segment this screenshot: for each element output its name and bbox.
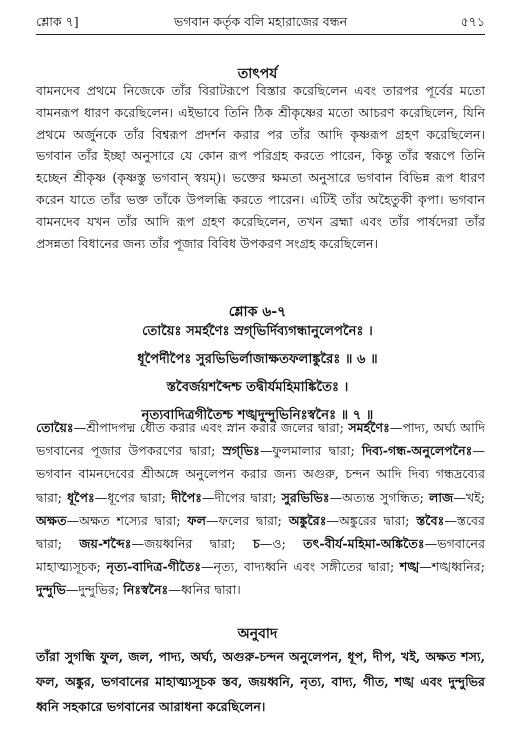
verse-line: তোয়ৈঃ সমর্হণৈঃ স্রগ্‌ভির্দিব্যগন্ধানুলেপনৈঃ । [142, 324, 373, 339]
synonym-word: স্রগ্‌ভিঃ [222, 443, 260, 459]
synonym-word: চ [252, 536, 260, 552]
synonym-word: তোয়ৈঃ [36, 420, 74, 435]
synonym-meaning: ভগবান বামনদেবের শ্রীঅঙ্গে অনুলেপন করার জন্য অগুরু, চন্দন আদি দিব্য গন্ধদ্রব্যের দ্বারা; [36, 466, 485, 505]
synonym-meaning: দুন্দুভির; [78, 582, 120, 598]
synonym-meaning: ভগবানের মাহাত্ম্যসূচক; [36, 536, 485, 575]
purport-paragraph: বামনদেব প্রথমে নিজেকে তাঁর বিরাটরূপে বিস্তার করেছিলেন এবং তারপর পূর্বের মতো বামনরূপ ধারণ করেছিলেন। এইভাবে তিনি ঠিক শ্রীকৃষ্ণের মতো আচরণ করেছিলেন, যিনি প্রথমে অর্জুনকে তাঁর বিশ্বরূপ প্রদর্শন করার পর তাঁর আদি কৃষ্ণরূপ গ্রহণ করেছিলেন। ভগবান তাঁর ইচ্ছা অনুসারে যে কোন রূপ পরিগ্রহ করতে পারেন, কিন্তু তাঁর স্বরূপে তিনি হচ্ছেন শ্রীকৃষ্ণ (কৃষ্ণস্তু ভগবান্ স্বয়ম্)। ভক্তের ক্ষমতা অনুসারে ভগবান বিভিন্ন রূপ ধারণ করেন যাতে তাঁর ভক্ত তাঁকে উপলব্ধি করতে পারেন। এটিই তাঁর অহৈতুকী কৃপা। ভগবান বামনদেব যখন তাঁর আদি রূপ গ্রহণ করেছিলেন, তখন ব্রহ্মা এবং তাঁর পার্ষদেরা তাঁর প্রসন্নতা বিধানের জন্য তাঁর পূজার বিবিধ উপকরণ সংগ্রহ করেছিলেন। [36, 83, 485, 251]
synonym-meaning: স্তবের দ্বারা; [36, 512, 485, 552]
synonym-meaning: নৃত্য, বাদ্যধ্বনি এবং সঙ্গীতের দ্বারা; [213, 559, 395, 575]
synonym-word: সমর্হণৈঃ [348, 420, 390, 435]
synonym-meaning: দীপের দ্বারা; [214, 489, 277, 505]
verse-line: নৃত্যবাদিত্রগীতৈশ্চ শঙ্খদুন্দুভিনিঃস্বনৈঃ ॥ ৭ ॥ [141, 408, 374, 423]
translation-paragraph: তাঁরা সুগন্ধি ফুল, জল, পাদ্য, অর্ঘ্য, অগুরু-চন্দন অনুলেপন, ধূপ, দীপ, খই, অক্ষত শস্য, ফল, অঙ্কুর, ভগবানের মাহাত্ম্যসূচক স্তব, জয়ধ্বনি, নৃত্য, বাদ্য, গীত, শঙ্খ এবং দুন্দুভির ধ্বনি সহকারে ভগবানের আরাধনা করেছিলেন। [36, 649, 485, 714]
synonym-meaning: খই; [465, 489, 485, 505]
verse-text [0, 318, 515, 430]
synonym-meaning: পাদ্য, অর্ঘ্য আদি ভগবানের পূজার উপকরণের দ্বারা; [36, 420, 485, 459]
synonym-meaning: ফুলমালার দ্বারা; [272, 443, 355, 459]
synonym-meaning: জয়ধ্বনির দ্বারা; [144, 536, 236, 552]
synonym-word: ফল [187, 512, 207, 528]
verse-line: স্তবৈর্জয়শব্দৈশ্চ তদ্বীর্যমহিমাঙ্কিতৈঃ । [166, 380, 349, 395]
synonym-meaning: অক্ষত শস্যের দ্বারা; [79, 512, 181, 528]
synonym-word: দীপৈঃ [171, 489, 202, 505]
verse-line: ধূপৈর্দীপৈঃ সুরভিভির্লাজাক্ষতফলাঙ্কুরৈঃ ॥ ৬ ॥ [137, 352, 378, 367]
synonym-word: নৃত্য-বাদিত্র-গীতৈঃ [106, 559, 202, 575]
synonym-meaning: ধূপের দ্বারা; [107, 489, 167, 505]
synonym-meaning: শ্রীপাদপদ্ম ধৌত করার এবং স্নান করার জলের দ্বারা; [86, 420, 344, 435]
synonym-meaning: অত্যন্ত সুগন্ধিত; [342, 489, 424, 505]
header-page-number: ৫৭১ [460, 14, 485, 29]
running-header [36, 14, 485, 34]
synonym-meaning: ধ্বনির দ্বারা। [180, 582, 241, 598]
synonym-meaning: ও; [272, 536, 286, 552]
verse-heading: শ্লোক ৬-৭ [228, 304, 287, 320]
synonym-word: দিব্য-গন্ধ-অনুলেপনৈঃ [361, 443, 473, 459]
header-divider [36, 34, 485, 35]
synonym-meaning: ফলের দ্বারা; [218, 512, 282, 528]
synonym-word: জয়-শব্দৈঃ [79, 536, 132, 552]
synonym-word: অক্ষত [36, 512, 67, 528]
synonym-word: অঙ্কুরৈঃ [288, 512, 327, 528]
header-verse-ref: শ্লোক ৭] [36, 14, 79, 29]
translation-heading: অনুবাদ [237, 626, 278, 642]
synonym-word: নিঃস্বনৈঃ [123, 582, 169, 598]
synonym-meaning: শঙ্খধ্বনির; [431, 559, 485, 575]
synonym-word: লাজ [429, 489, 454, 505]
purport-heading: তাৎপর্য [237, 66, 278, 82]
synonym-word: ধূপৈঃ [67, 489, 95, 505]
synonym-word: স্তবৈঃ [416, 512, 445, 528]
synonyms-paragraph: তোয়ৈঃ—শ্রীপাদপদ্ম ধৌত করার এবং স্নান করার জলের দ্বারা; সমর্হণৈঃ—পাদ্য, অর্ঘ্য আদি ভগবানের পূজার উপকরণের দ্বারা; স্রগ্‌ভিঃ—ফুলমালার দ্বারা; দিব্য-গন্ধ-অনুলেপনৈঃ—ভগবান বামনদেবের শ্রীঅঙ্গে অনুলেপন করার জন্য অগুরু, চন্দন আদি দিব্য গন্ধদ্রব্যের দ্বারা; ধূপৈঃ—ধূপের দ্বারা; দীপৈঃ—দীপের দ্বারা; সুরভিভিঃ—অত্যন্ত সুগন্ধিত; লাজ—খই; অক্ষত—অক্ষত শস্যের দ্বারা; ফল—ফলের দ্বারা; অঙ্কুরৈঃ—অঙ্কুরের দ্বারা; স্তবৈঃ—স্তবের দ্বারা; জয়-শব্দৈঃ—জয়ধ্বনির দ্বারা; চ—ও; তৎ-বীর্য-মহিমা-অঙ্কিতৈঃ—ভগবানের মাহাত্ম্যসূচক; নৃত্য-বাদিত্র-গীতৈঃ—নৃত্য, বাদ্যধ্বনি এবং সঙ্গীতের দ্বারা; শঙ্খ—শঙ্খধ্বনির; দুন্দুভি—দুন্দুভির; নিঃস্বনৈঃ—ধ্বনির দ্বারা। [36, 420, 485, 598]
synonym-word: তৎ-বীর্য-মহিমা-অঙ্কিতৈঃ [303, 536, 425, 552]
synonym-word: দুন্দুভি [36, 582, 66, 598]
synonym-word: সুরভিভিঃ [281, 489, 330, 505]
synonym-word: শঙ্খ [399, 559, 420, 575]
header-chapter-title: ভগবান কর্তৃক বলি মহারাজের বন্ধন [173, 14, 348, 29]
synonym-meaning: অঙ্কুরের দ্বারা; [339, 512, 410, 528]
